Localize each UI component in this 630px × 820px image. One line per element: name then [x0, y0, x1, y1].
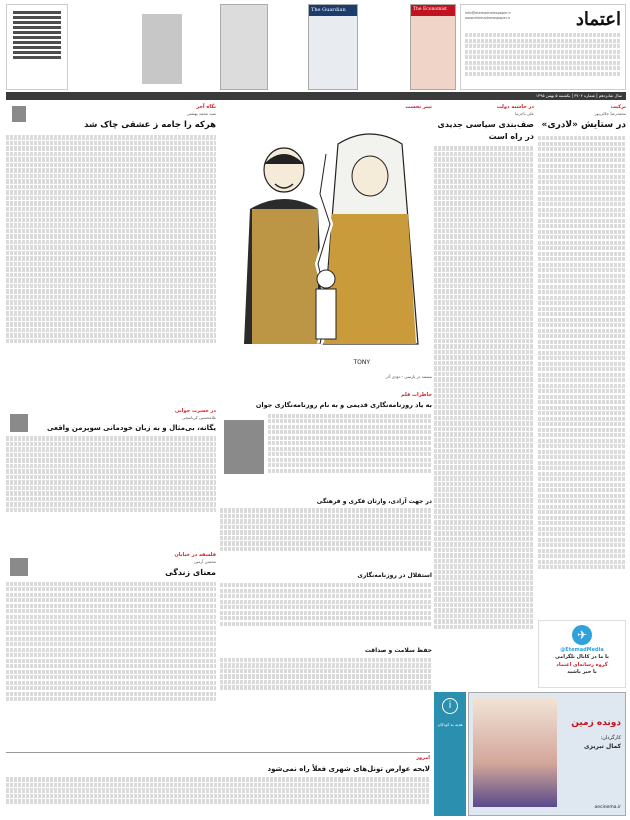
telegram-handle: @EtemadMedia: [560, 647, 604, 653]
left-c-column: [6, 552, 216, 748]
far-right-column: [538, 104, 626, 616]
thumb-cover-3[interactable]: [220, 4, 268, 90]
press-review-strip: [72, 4, 456, 90]
left-c-body: [6, 582, 216, 742]
freedom-headline: در جهت آزادی، وارثان فکری و فرهنگی: [316, 497, 432, 505]
cinema-director: کمال تبریزی: [584, 743, 621, 750]
far-right-body: [538, 136, 626, 626]
left-kicker: نگاه آخر: [196, 104, 216, 110]
mid-lower-photo: [224, 420, 264, 474]
left-c-author: محسن آرمین: [193, 559, 216, 565]
telegram-ad[interactable]: [538, 620, 626, 688]
mid-right-body: [434, 146, 534, 694]
logo: اعتماد: [575, 9, 621, 30]
independence-body: [220, 583, 432, 643]
cinema-subtitle: کارگردان:: [600, 735, 621, 741]
telegram-icon: ✈: [572, 625, 592, 645]
economist-cover[interactable]: The Economist: [410, 4, 456, 90]
telegram-line1: با ما در کانال تلگرامی: [555, 654, 609, 661]
donation-title: هدیه به کودکان: [437, 722, 463, 727]
thumb-cover-4[interactable]: [142, 14, 182, 84]
masthead-email[interactable]: info@etemadnewspaper.ir: [465, 11, 511, 15]
masthead-site[interactable]: www.etemadnewspaper.ir: [465, 16, 511, 20]
freedom-body: [220, 508, 432, 568]
masthead-qr: [6, 4, 68, 90]
cartoon-caption: نیستند در پارسی - دودی آذر: [385, 374, 432, 379]
mid-lower-headline: به یاد روزنامه‌نگاری قدیمی و به نام روزنامه‌نگاری جوان: [255, 401, 432, 410]
cartoon-signature: TONY: [353, 359, 370, 366]
mid-right-kicker: در حاشیه دولت: [496, 104, 534, 110]
left-headline: هرکه را جامه ز عشقی چاک شد: [84, 120, 216, 131]
telegram-line2: گروه رسانه‌ای اعتماد: [556, 661, 608, 668]
cinema-site: aecinema.ir: [594, 805, 621, 811]
bottom-body: [6, 777, 430, 813]
date-bar: سال شانزدهم | شماره ۳۷۰۴ | یکشنبه ۵ بهمن ۱۳۹۵: [6, 92, 626, 100]
peace-headline: حفظ سلامت و صداقت: [364, 647, 432, 655]
masthead-box: [460, 4, 626, 90]
info-icon: i: [442, 698, 458, 714]
far-right-kicker: ترکیب: [610, 104, 626, 110]
left-body: [6, 135, 216, 395]
left-c-avatar: [10, 558, 28, 576]
left-author-avatar: [12, 106, 26, 122]
guardian-cover[interactable]: The Guardian: [308, 4, 358, 90]
cinema-title: دونده زمین: [571, 718, 621, 728]
far-right-author: محمدرضا جلائی‌پور: [594, 111, 626, 117]
cinema-poster: [473, 697, 557, 807]
left-c-headline: معنای زندگی: [165, 568, 216, 578]
cartoon-illustration: [220, 114, 432, 372]
donation-ad[interactable]: [434, 692, 466, 816]
left-b-kicker: در حسرت جوانی: [174, 408, 216, 414]
left-b-column: [6, 408, 216, 548]
cartoon-section: [220, 104, 432, 384]
peace-body: [220, 658, 432, 708]
far-right-headline: در ستایش «لادری»: [541, 120, 626, 131]
independence-headline: استقلال در روزنامه‌نگاری: [357, 572, 432, 580]
left-b-headline: یگانه، بی‌مثال و به زبان خودمانی سوپرمن واقعی: [47, 424, 216, 433]
mid-right-column: [434, 104, 534, 688]
left-b-avatar: [10, 414, 28, 432]
telegram-line3: با خبر باشید: [567, 668, 597, 675]
cinema-ad[interactable]: [468, 692, 626, 816]
masthead-body: [465, 33, 621, 87]
bottom-headline: لایحه عوارض تونل‌های شهری فعلاً راه نمی‌شود: [267, 765, 430, 774]
mid-lower-column: [220, 392, 432, 748]
left-b-body: [6, 436, 216, 536]
left-column: [6, 104, 216, 404]
bottom-strip: [6, 752, 430, 816]
left-c-kicker: فلسفه در خیابان: [174, 552, 216, 558]
left-author: سید محمد بهشتی: [186, 111, 216, 117]
mid-right-headline: صف‌بندی سیاسی جدیدی در راه است: [437, 120, 534, 141]
mid-lower-kicker: خاطرات قلم: [400, 392, 432, 398]
left-b-author: غلامحسین کرباسچی: [181, 415, 216, 421]
mid-right-author: علی تاجرنیا: [515, 111, 534, 117]
bottom-kicker: امروز: [416, 755, 430, 761]
cartoon-kicker: تیتر نخست: [405, 104, 432, 110]
